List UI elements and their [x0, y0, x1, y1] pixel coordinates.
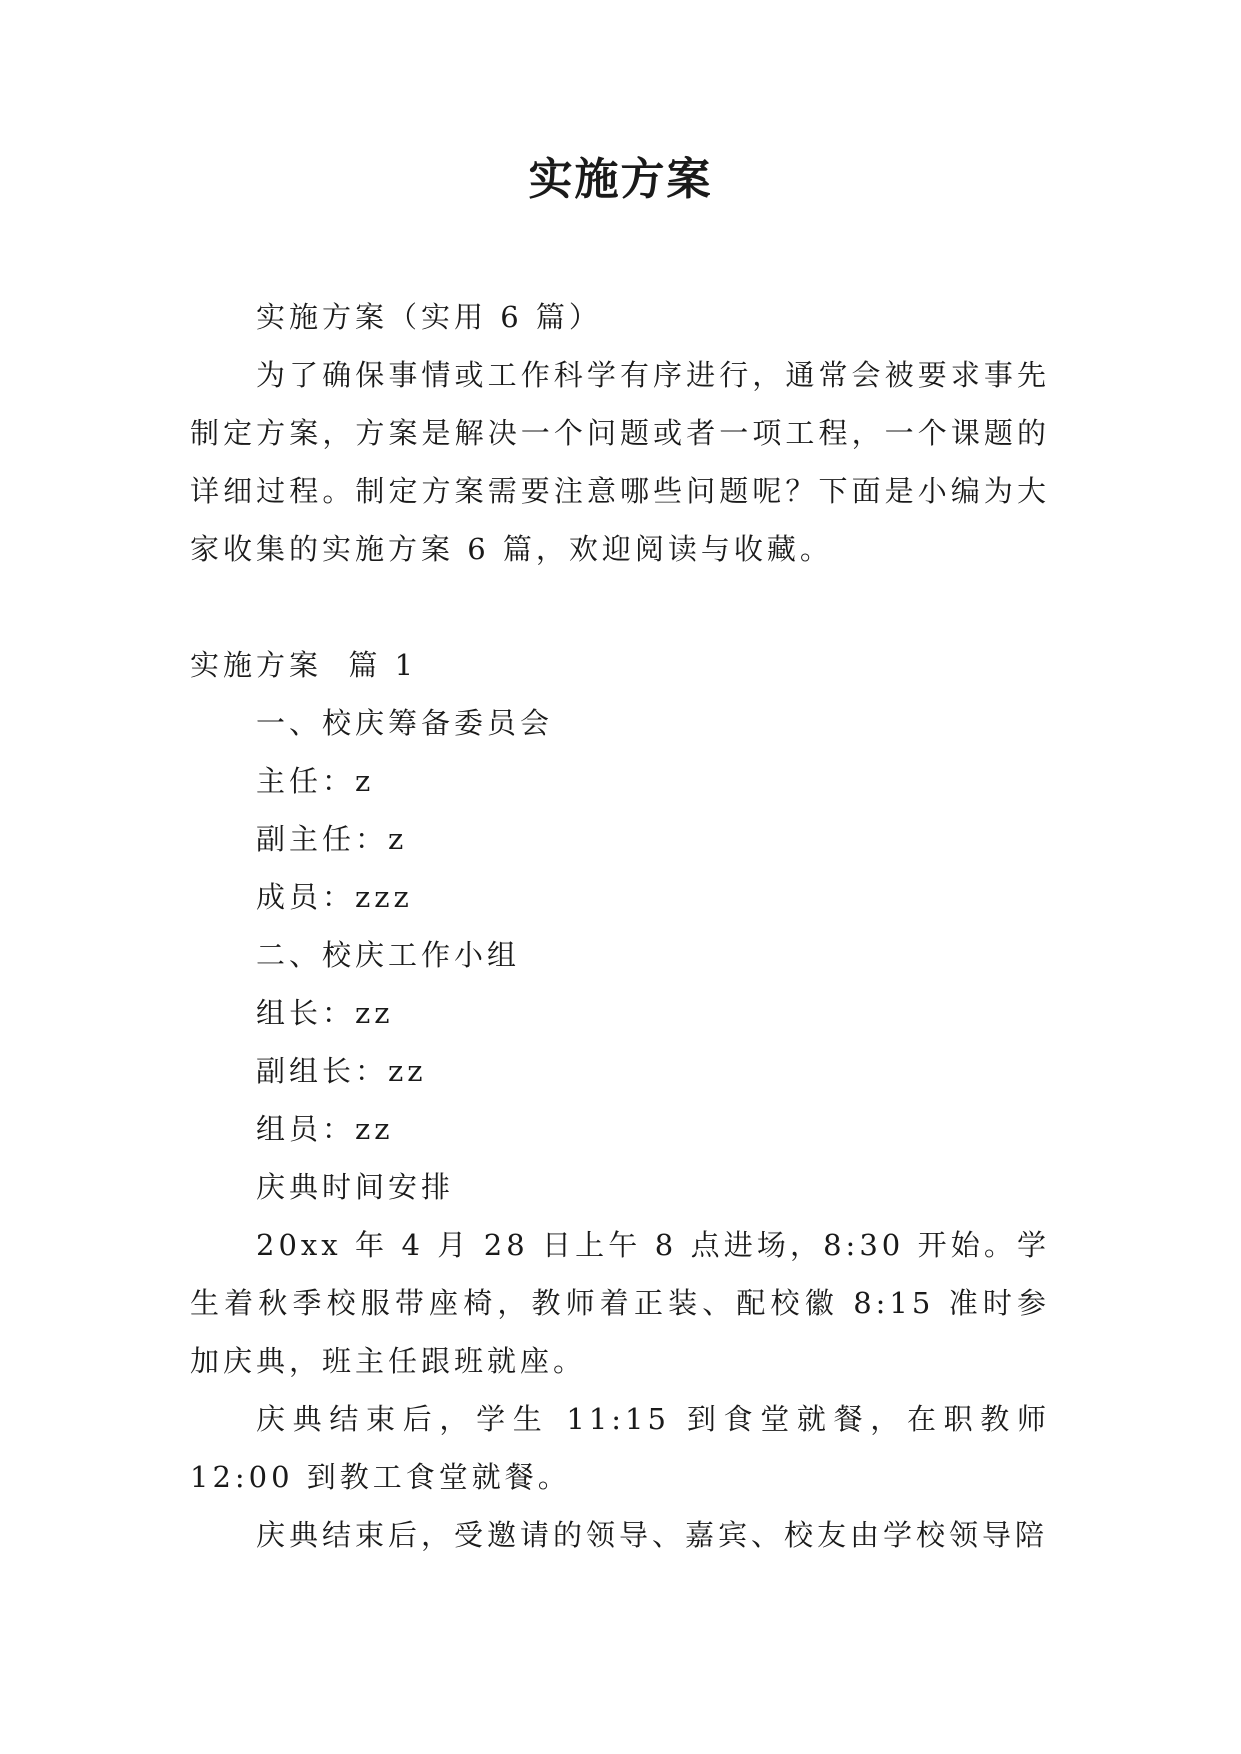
subtitle-line: 实施方案（实用 6 篇） — [256, 300, 602, 334]
group-members-line: 组员：zz — [256, 1112, 394, 1146]
spacer — [190, 578, 1050, 636]
intro-paragraph: 为了确保事情或工作科学有序进行，通常会被要求事先制定方案，方案是解决一个问题或者一项工程，一个课题的详细过程。制定方案需要注意哪些问题呢？下面是小编为大家收集的实施方案 6 篇，欢迎阅读与收藏。 — [190, 358, 1050, 566]
schedule-heading: 庆典时间安排 — [256, 1170, 455, 1204]
deputy-leader-line: 副组长：zz — [256, 1054, 427, 1088]
members-line: 成员：zzz — [256, 880, 413, 914]
director-line: 主任：z — [256, 764, 375, 798]
working-group-heading: 二、校庆工作小组 — [256, 938, 521, 972]
document-body — [190, 288, 1050, 1564]
deputy-director-line: 副主任：z — [256, 822, 408, 856]
committee-heading: 一、校庆筹备委员会 — [256, 706, 554, 740]
section-heading: 实施方案 篇 1 — [190, 648, 418, 682]
schedule-paragraph: 20xx 年 4 月 28 日上午 8 点进场，8:30 开始。学生着秋季校服带座椅，教师着正装、配校徽 8:15 准时参加庆典，班主任跟班就座。 — [190, 1228, 1050, 1378]
group-leader-line: 组长：zz — [256, 996, 394, 1030]
guests-paragraph: 庆典结束后，受邀请的领导、嘉宾、校友由学校领导陪 — [256, 1518, 1049, 1552]
document-title: 实施方案 — [528, 154, 713, 205]
dining-paragraph: 庆典结束后，学生 11:15 到食堂就餐，在职教师 12:00 到教工食堂就餐。 — [190, 1402, 1050, 1494]
